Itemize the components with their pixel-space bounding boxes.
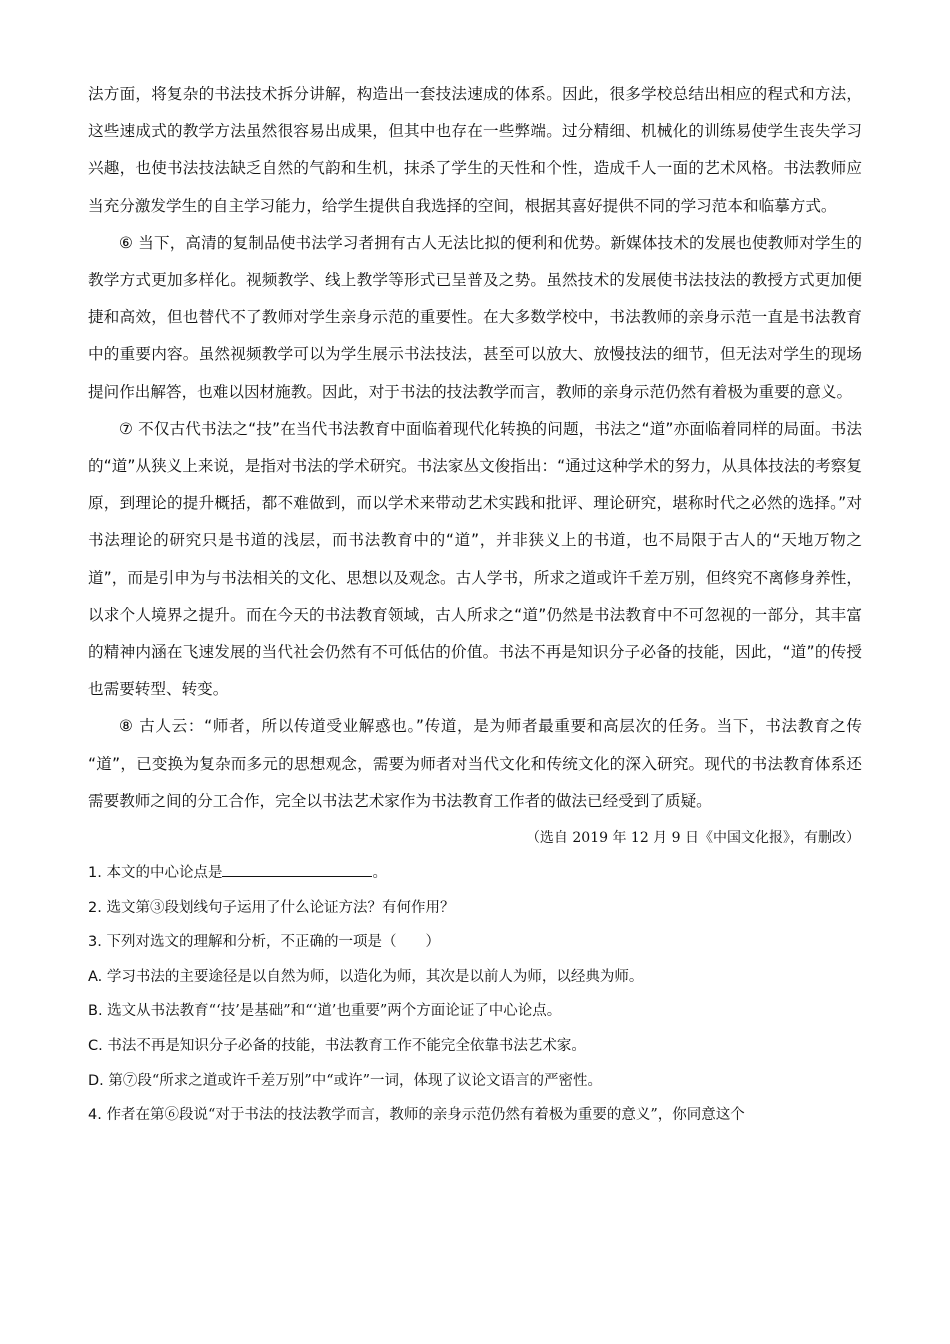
question-text: 本文的中心论点是	[106, 865, 223, 882]
question-number: 2.	[88, 899, 102, 916]
question-number: 3.	[88, 934, 102, 951]
article-body	[88, 76, 862, 820]
option-letter: A.	[88, 968, 103, 985]
option-letter: C.	[88, 1038, 103, 1055]
question-text: 下列对选文的理解和分析，不正确的一项是（ ）	[106, 934, 440, 951]
question-number: 4.	[88, 1107, 102, 1124]
option-c[interactable]	[88, 1029, 862, 1064]
option-b[interactable]	[88, 994, 862, 1029]
option-text: 第⑦段“所求之道或许千差万别”中“或许”一词，体现了议论文语言的严密性。	[108, 1072, 603, 1089]
option-letter: D.	[88, 1072, 104, 1089]
question-text: 选文第③段划线句子运用了什么论证方法？有何作用？	[106, 899, 455, 916]
option-text: 学习书法的主要途径是以自然为师，以造化为师，其次是以前人为师，以经典为师。	[106, 968, 644, 985]
question-1	[88, 856, 862, 891]
paragraph-6: ⑥ 当下，高清的复制品使书法学习者拥有古人无法比拟的便利和优势。新媒体技术的发展也使教师对学生的教学方式更加多样化。视频教学、线上教学等形式已呈普及之势。虽然技术的发展使书法技法的教授方式更加便捷和高效，但也替代不了教师对学生亲身示范的重要性。在大多数学校中，书法教师的亲身示范一直是书法教育中的重要内容。虽然视频教学可以为学生展示书法技法，甚至可以放大、放慢技法的细节，但无法对学生的现场提问作出解答，也难以因材施教。因此，对于书法的技法教学而言，教师的亲身示范仍然有着极为重要的意义。	[88, 233, 862, 401]
question-text: 作者在第⑥段说“对于书法的技法教学而言，教师的亲身示范仍然有着极为重要的意义”，你同意这个	[106, 1107, 745, 1124]
option-text: 选文从书法教育“‘技’是基础”和“‘道’也重要”两个方面论证了中心论点。	[107, 1003, 562, 1020]
source-citation: （选自 2019 年 12 月 9 日《中国文化报》，有删改）	[525, 830, 860, 847]
question-suffix: 。	[372, 865, 387, 882]
question-number: 1.	[88, 865, 102, 882]
paragraph-8: ⑧ 古人云：“师者，所以传道受业解惑也。”传道，是为师者最重要和高层次的任务。当下，书法教育之传 “道”，已变换为复杂而多元的思想观念，需要为师者对当代文化和传统文化的深入研究。现代的书法教育体系还需要教师之间的分工合作，完全以书法艺术家作为书法教育工作者的做法已经受到了质疑。	[88, 717, 862, 810]
question-4	[88, 1098, 862, 1133]
question-2	[88, 891, 862, 926]
paragraph-7: ⑦ 不仅古代书法之“技”在当代书法教育中面临着现代化转换的问题，书法之“道”亦面临着同样的局面。书法的“道”从狭义上来说，是指对书法的学术研究。书法家丛文俊指出：“通过这种学术的努力，从具体技法的考察复原，到理论的提升概括，都不难做到，而以学术来带动艺术实践和批评、理论研究，堪称时代之必然的选择。”对书法理论的研究只是书道的浅层，而书法教育中的“道”，并非狭义上的书道，也不局限于古人的“天地万物之道”，而是引申为与书法相关的文化、思想以及观念。古人学书，所求之道或许千差万别，但终究不离修身养性，以求个人境界之提升。而在今天的书法教育领域，古人所求之“道”仍然是书法教育中不可忽视的一部分，其丰富的精神内涵在飞速发展的当代社会仍然有不可低估的价值。书法不再是知识分子必备的技能，因此，“道”的传授也需要转型、转变。	[88, 419, 862, 699]
option-text: 书法不再是知识分子必备的技能，书法教育工作不能完全依靠书法艺术家。	[107, 1038, 586, 1055]
option-a[interactable]	[88, 960, 862, 995]
question-list	[88, 856, 862, 1133]
option-d[interactable]	[88, 1064, 862, 1099]
option-letter: B.	[88, 1003, 103, 1020]
answer-blank[interactable]	[222, 862, 372, 877]
question-3	[88, 925, 862, 960]
paragraph-5-continued: 法方面，将复杂的书法技术拆分讲解，构造出一套技法速成的体系。因此，很多学校总结出相应的程式和方法，这些速成式的教学方法虽然很容易出成果，但其中也存在一些弊端。过分精细、机械化的训练易使学生丧失学习兴趣，也使书法技法缺乏自然的气韵和生机，抹杀了学生的天性和个性，造成千人一面的艺术风格。书法教师应当充分激发学生的自主学习能力，给学生提供自我选择的空间，根据其喜好提供不同的学习范本和临摹方式。	[88, 85, 862, 215]
